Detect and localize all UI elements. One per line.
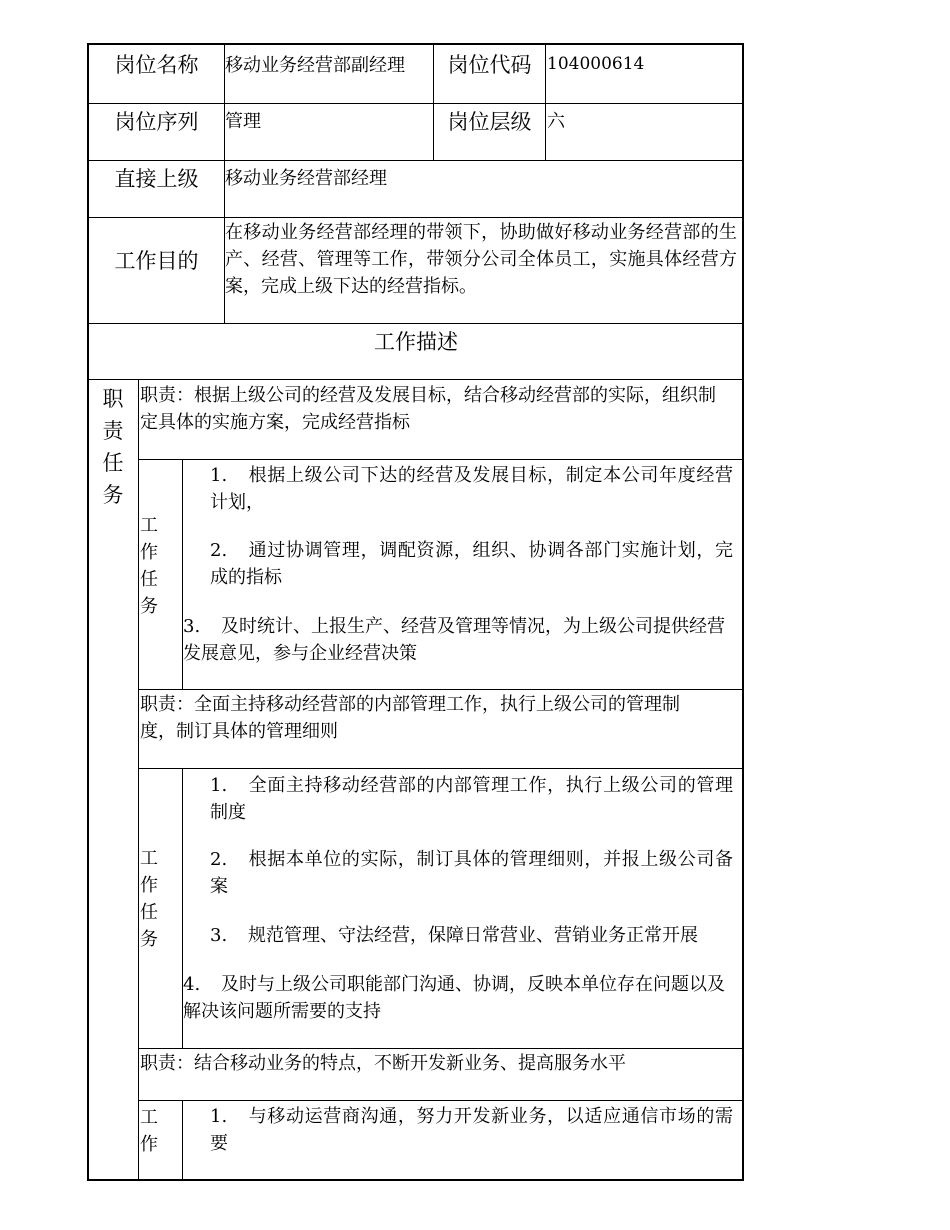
position-series-value: 管理 [225,111,261,132]
col-divider [138,379,139,1181]
row-divider [138,1048,744,1049]
task-item [210,846,733,900]
row-divider [87,323,744,324]
task-label-char: 作 [140,1134,158,1155]
task-label-char: 工 [140,848,158,869]
task-label-char: 务 [140,596,158,617]
task-number: 3. [210,925,228,946]
position-level-label: 岗位层级 [447,110,532,134]
row-divider [138,768,744,769]
duties-label-char: 责 [102,419,124,443]
task-label-char: 工 [140,515,158,536]
task-number: 1. [210,465,228,486]
table-border-right [742,43,744,1181]
duties-label-char: 任 [102,451,124,475]
task-number: 2. [210,849,228,870]
task-item [210,1103,733,1157]
duties-label [101,383,125,511]
row-divider [138,459,744,460]
supervisor-value: 移动业务经营部经理 [225,168,387,189]
row-divider [138,689,744,690]
col-divider [545,43,546,161]
task-item [183,613,728,667]
task-label-char: 任 [140,902,158,923]
supervisor-label: 直接上级 [114,167,199,191]
task-item [210,537,733,591]
position-series-label: 岗位序列 [114,110,199,134]
duties-label-char: 务 [102,483,124,507]
table-border-left [87,43,89,1181]
task-number: 2. [210,540,228,561]
task-label [140,845,160,953]
task-text: 规范管理、守法经营，保障日常营业、营销业务正常开展 [248,925,698,946]
task-number: 1. [210,775,228,796]
task-item [183,971,731,1025]
col-divider [182,1100,183,1181]
row-divider [87,160,744,161]
task-label-char: 作 [140,542,158,563]
purpose-value: 在移动业务经营部经理的带领下，协助做好移动业务经营部的生产、经营、管理等工作，带领分公司全体员工，实施具体经营方案，完成上级下达的经营指标。 [225,222,737,297]
table-border-bottom [87,1179,744,1181]
task-text: 及时与上级公司职能部门沟通、协调，反映本单位存在问题以及解决该问题所需要的支持 [183,974,725,1022]
task-number: 4. [183,974,201,995]
duty-text: 职责：全面主持移动经营部的内部管理工作，执行上级公司的管理制度，制订具体的管理细则 [140,694,680,742]
task-label-char: 任 [140,569,158,590]
task-text: 及时统计、上报生产、经营及管理等情况，为上级公司提供经营发展意见，参与企业经营决策 [183,616,725,664]
position-code-label: 岗位代码 [447,53,532,77]
task-text: 根据上级公司下达的经营及发展目标，制定本公司年度经营计划， [210,465,733,513]
task-text: 全面主持移动经营部的内部管理工作，执行上级公司的管理制度 [210,775,733,823]
purpose-label: 工作目的 [114,249,199,273]
duties-label-char: 职 [102,387,124,411]
task-item [210,772,733,826]
task-label-char: 作 [140,875,158,896]
work-description-title: 工作描述 [374,330,458,354]
task-number: 1. [210,1106,228,1127]
row-divider [87,217,744,218]
task-text: 根据本单位的实际，制订具体的管理细则，并报上级公司备案 [210,849,733,897]
row-divider [87,379,744,380]
task-label-char: 工 [140,1107,158,1128]
task-item [210,462,733,516]
duty-text: 职责：根据上级公司的经营及发展目标，结合移动经营部的实际，组织制定具体的实施方案，完成经营指标 [140,385,716,433]
duty-text: 职责：结合移动业务的特点，不断开发新业务、提高服务水平 [140,1053,626,1074]
task-text: 与移动运营商沟通，努力开发新业务，以适应通信市场的需要 [210,1106,733,1154]
task-text: 通过协调管理，调配资源，组织、协调各部门实施计划，完成的指标 [210,540,733,588]
task-number: 3. [183,616,201,637]
position-name-value: 移动业务经营部副经理 [225,55,405,76]
position-name-label: 岗位名称 [114,53,199,77]
row-divider [87,103,744,104]
task-label-char: 务 [140,929,158,950]
task-label [140,512,160,620]
position-level-value: 六 [547,111,565,132]
task-item [210,922,733,949]
position-code-value: 104000614 [547,54,645,74]
task-label [140,1104,160,1158]
row-divider [138,1100,744,1101]
table-border-top [87,43,744,45]
